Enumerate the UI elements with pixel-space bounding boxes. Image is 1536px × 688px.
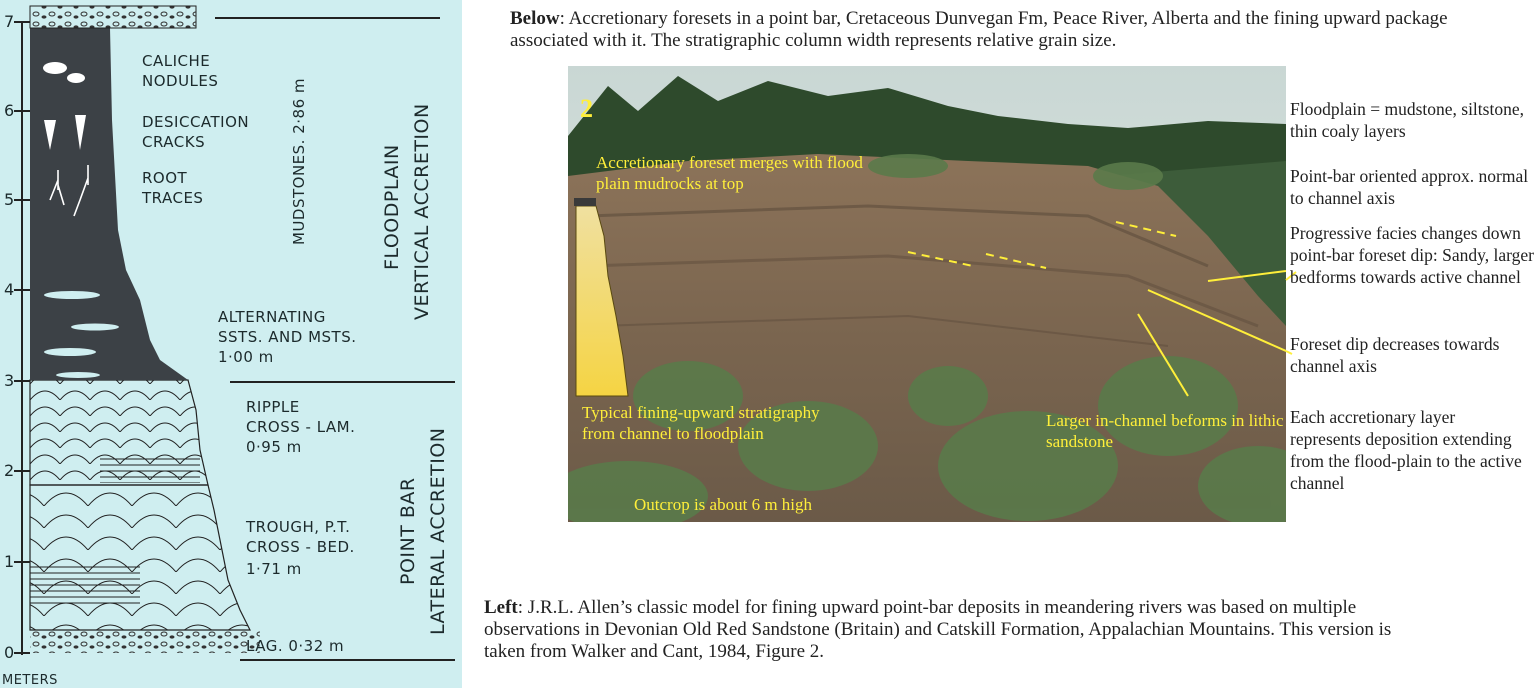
label-trough-1: TROUGH, P.T.: [246, 518, 351, 536]
caliche-cap: [30, 6, 196, 28]
trough-cross-bed-layer: [30, 485, 250, 630]
label-floodplain-1: FLOODPLAIN: [381, 144, 403, 270]
label-ripple-1: RIPPLE: [246, 398, 300, 416]
axis-label: METERS: [2, 673, 58, 688]
sand-lens: [44, 348, 96, 356]
caliche-nodule: [67, 73, 85, 83]
label-alternating-2: SSTS. AND MSTS.: [218, 328, 357, 346]
tick-label-1: 1: [4, 552, 15, 571]
side-note-facies: Progressive facies changes down point-bar foreset dip: Sandy, larger bedforms towards active channel: [1290, 223, 1534, 287]
outcrop-photo: [568, 66, 1286, 522]
tick-label-3: 3: [4, 371, 15, 390]
label-lag: LAG. 0·32 m: [246, 637, 345, 655]
tick-label-5: 5: [4, 190, 15, 209]
label-caliche-1: CALICHE: [142, 52, 211, 70]
tick-label-6: 6: [4, 101, 15, 120]
annot-left: Typical fining-upward stratigraphy from channel to floodplain: [582, 403, 820, 443]
label-trough-2: CROSS - BED.: [246, 538, 355, 556]
side-note-orientation: Point-bar oriented approx. normal to channel axis: [1290, 166, 1529, 208]
side-note-floodplain: Floodplain = mudstone, siltstone, thin coaly layers: [1290, 99, 1524, 141]
top-caption: [510, 8, 1520, 52]
label-floodplain-2: VERTICAL ACCRETION: [411, 103, 433, 320]
ripple-lamination: [100, 455, 200, 483]
label-ripple-2: CROSS - LAM.: [246, 418, 356, 436]
bottom-caption-text: : J.R.L. Allen’s classic model for fining upward point-bar deposits in meandering rivers was based on multiple observations in Devonian Old Red Sandstone (Britain) and Catskill Formation, Appalachian Mountains. This version is taken from Walker and Cant, 1984, Figure 2.: [484, 597, 1392, 662]
label-trough-3: 1·71 m: [246, 560, 302, 578]
caliche-nodule: [43, 62, 67, 74]
label-caliche-2: NODULES: [142, 72, 219, 90]
label-pointbar-2: LATERAL ACCRETION: [427, 427, 449, 635]
outcrop-photo-svg: [568, 66, 1286, 522]
column-cap: [574, 198, 596, 206]
stratigraphic-column-svg: [0, 0, 462, 688]
label-alternating-3: 1·00 m: [218, 348, 274, 366]
label-ripple-3: 0·95 m: [246, 438, 302, 456]
label-pointbar-1: POINT BAR: [397, 477, 419, 585]
sand-lens: [56, 372, 100, 378]
sand-lens: [71, 324, 119, 331]
stratigraphic-model-figure: [0, 0, 462, 688]
top-caption-bold: Below: [510, 8, 560, 29]
planar-lamination: [30, 565, 140, 605]
top-caption-text: : Accretionary foresets in a point bar, Cretaceous Dunvegan Fm, Peace River, Alberta and the fining upward package associated with it. The stratigraphic column width represents relative grain size.: [510, 8, 1448, 51]
tick-label-4: 4: [4, 280, 15, 299]
annot-right: Larger in-channel beforms in lithic sandstone: [1046, 411, 1284, 451]
bottom-caption: [484, 597, 1414, 663]
label-root-1: ROOT: [142, 169, 188, 187]
tick-label-7: 7: [4, 12, 15, 31]
annot-top: Accretionary foreset merges with flood plain mudrocks at top: [596, 153, 863, 193]
side-note-layer: Each accretionary layer represents deposition extending from the flood-plain to the active channel: [1290, 407, 1522, 493]
label-desic-2: CRACKS: [142, 133, 206, 151]
tick-label-0: 0: [4, 643, 15, 662]
lag-layer: [30, 630, 260, 653]
bottom-caption-bold: Left: [484, 597, 518, 618]
label-alternating-1: ALTERNATING: [218, 308, 326, 326]
tick-label-2: 2: [4, 461, 15, 480]
annot-bottom: Outcrop is about 6 m high: [634, 495, 813, 514]
photo-number: 2: [580, 94, 593, 123]
side-note-dip: Foreset dip decreases towards channel axis: [1290, 334, 1500, 376]
label-mudstones: MUDSTONES. 2·86 m: [290, 78, 308, 245]
label-desic-1: DESICCATION: [142, 113, 250, 131]
sand-lens: [44, 291, 100, 299]
label-root-2: TRACES: [142, 189, 204, 207]
